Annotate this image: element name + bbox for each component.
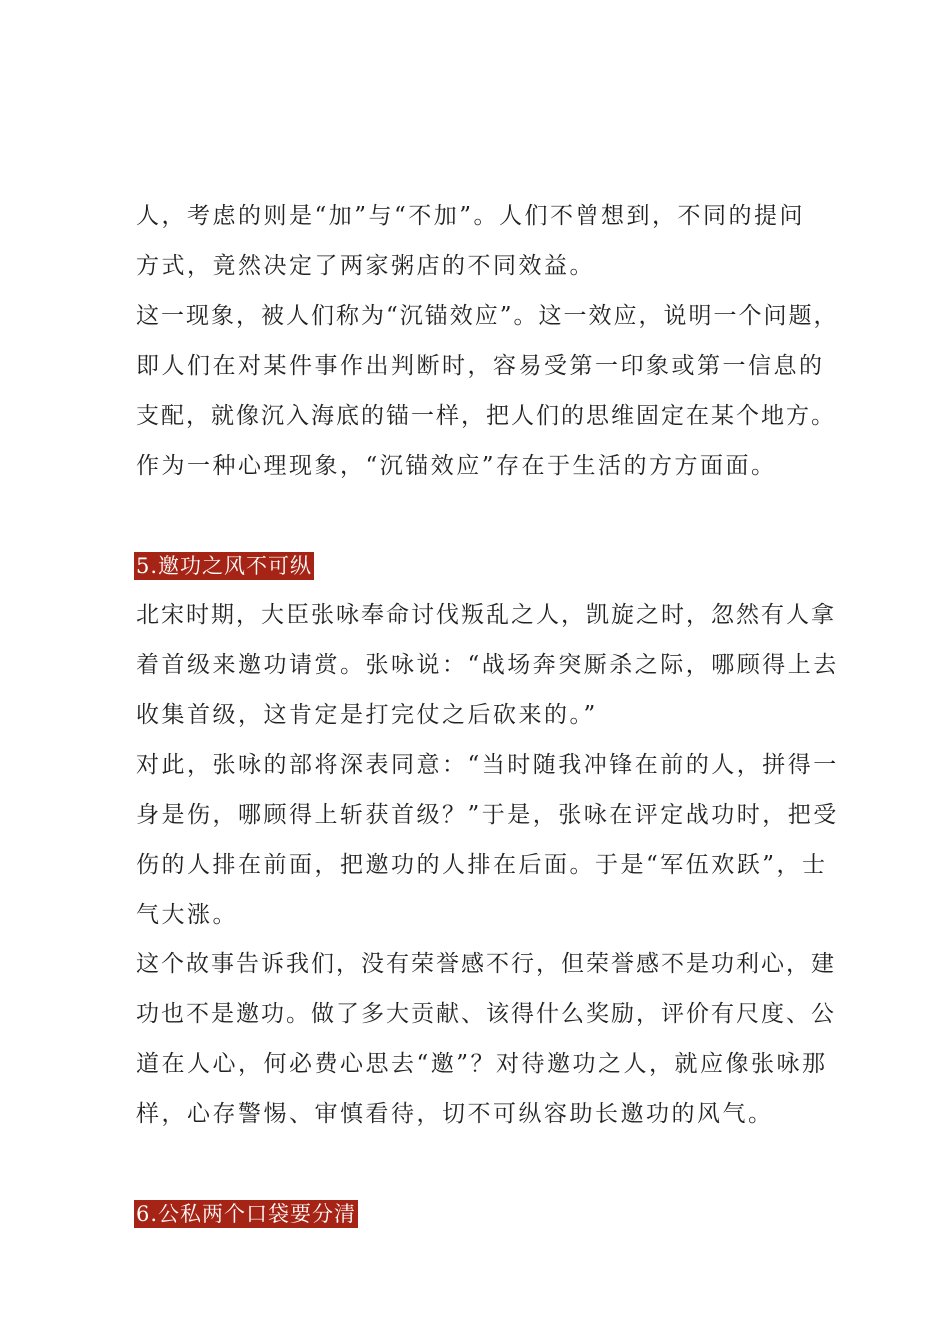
paragraph-line: 方式，竟然决定了两家粥店的不同效益。 (136, 253, 595, 279)
section-heading-5: 5.邀功之风不可纵 (136, 554, 313, 578)
paragraph-line: 作为一种心理现象，“沉锚效应”存在于生活的方方面面。 (136, 453, 777, 479)
paragraph-line: 这一现象，被人们称为“沉锚效应”。这一效应，说明一个问题， (136, 303, 839, 329)
paragraph-line: 样，心存警惕、审慎看待，切不可纵容助长邀功的风气。 (136, 1101, 774, 1127)
paragraph-line: 着首级来邀功请赏。张咏说：“战场奔突厮杀之际，哪顾得上去 (136, 652, 839, 678)
paragraph-line: 人，考虑的则是“加”与“不加”。人们不曾想到，不同的提问 (136, 203, 806, 229)
paragraph-line: 收集首级，这肯定是打完仗之后砍来的。” (136, 702, 598, 728)
section-heading-6: 6.公私两个口袋要分清 (136, 1202, 357, 1226)
paragraph-line: 道在人心，何必费心思去“邀”？对待邀功之人，就应像张咏那 (136, 1051, 828, 1077)
paragraph-line: 支配，就像沉入海底的锚一样，把人们的思维固定在某个地方。 (136, 403, 836, 429)
paragraph-line: 功也不是邀功。做了多大贡献、该得什么奖励，评价有尺度、公 (136, 1001, 836, 1027)
paragraph-line: 即人们在对某件事作出判断时，容易受第一印象或第一信息的 (136, 353, 825, 379)
paragraph-line: 伤的人排在前面，把邀功的人排在后面。于是“军伍欢跃”，士 (136, 852, 828, 878)
paragraph-line: 对此，张咏的部将深表同意：“当时随我冲锋在前的人，拼得一 (136, 752, 839, 778)
paragraph-line: 气大涨。 (136, 902, 238, 928)
paragraph-line: 北宋时期，大臣张咏奉命讨伐叛乱之人，凯旋之时，忽然有人拿 (136, 602, 836, 628)
paragraph-line: 这个故事告诉我们，没有荣誉感不行，但荣誉感不是功利心，建 (136, 951, 836, 977)
paragraph-line: 身是伤，哪顾得上斩获首级？”于是，张咏在评定战功时，把受 (136, 802, 839, 828)
